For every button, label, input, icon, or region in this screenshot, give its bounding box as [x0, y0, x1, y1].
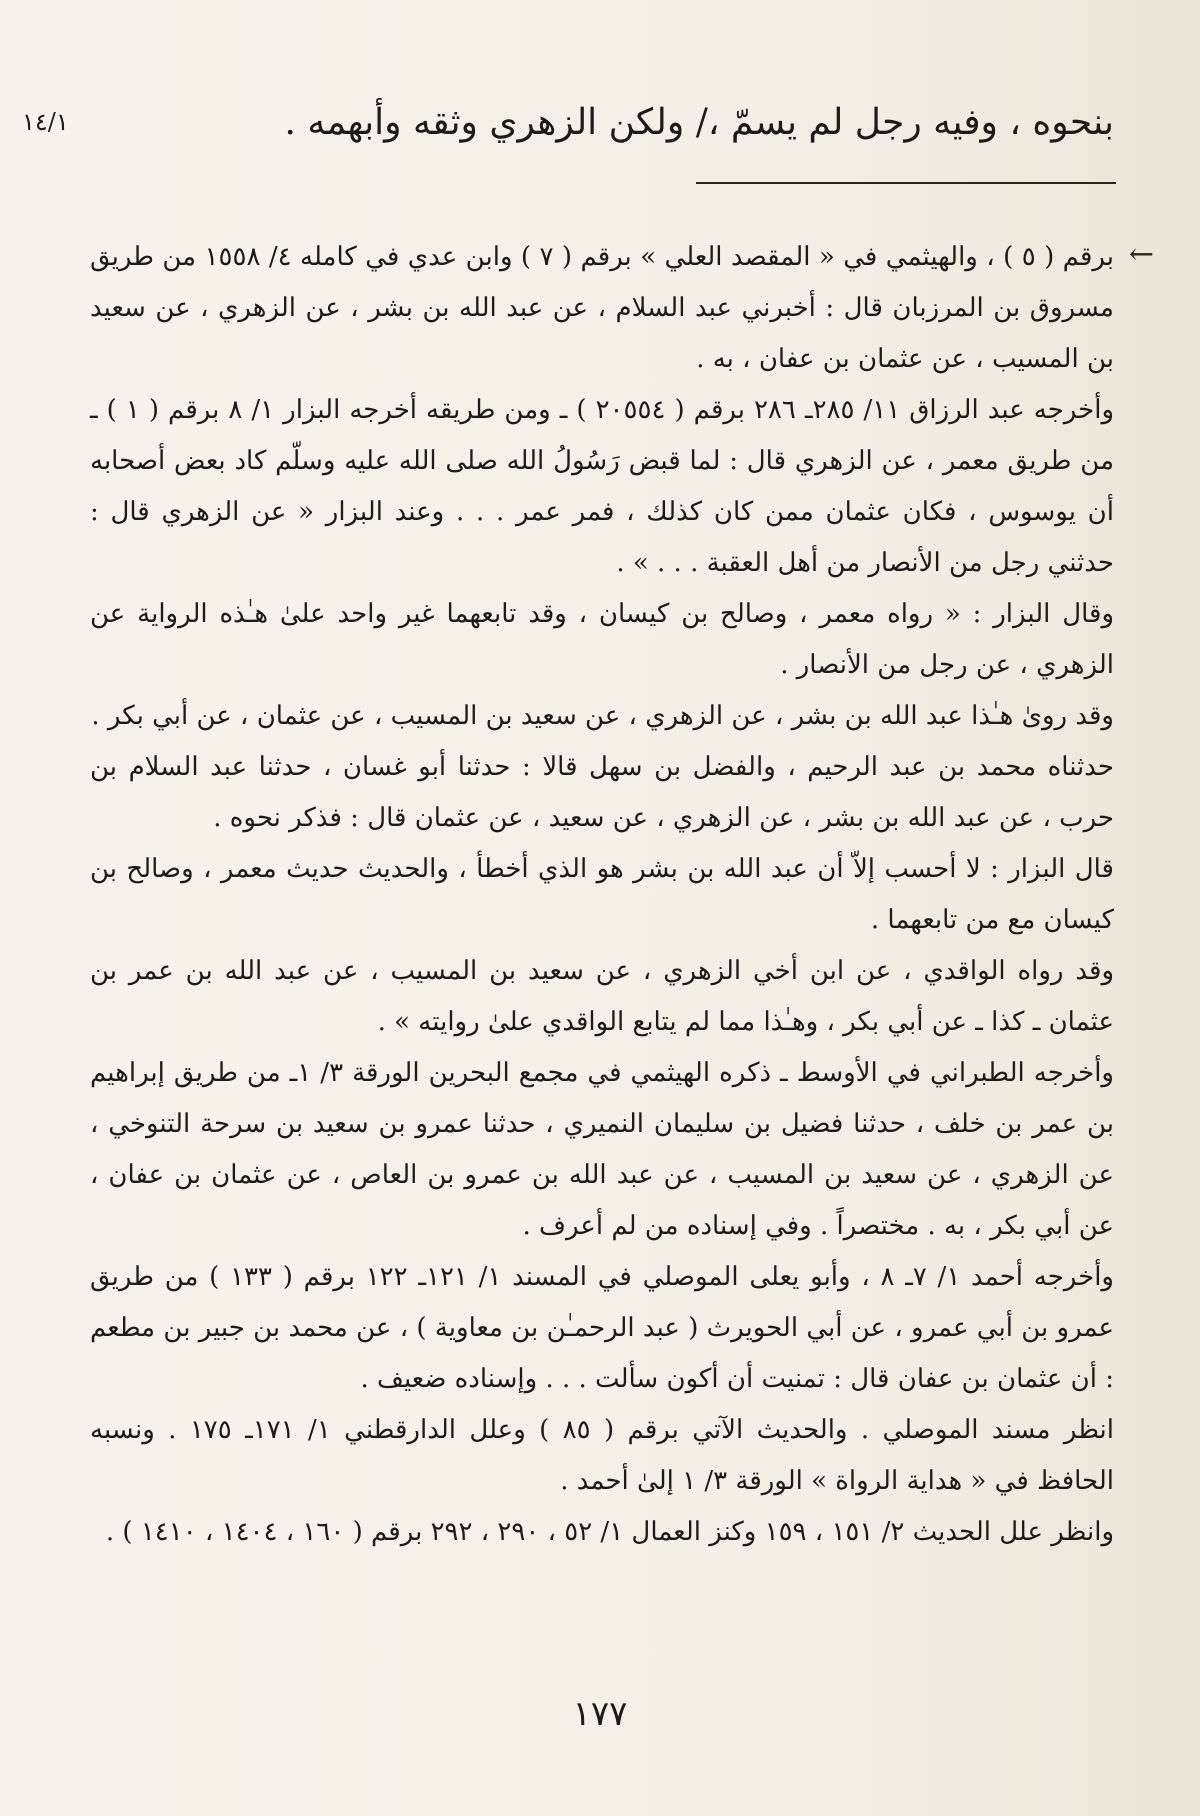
footnote-paragraph: وأخرجه أحمد ١/ ٧ـ ٨ ، وأبو يعلى الموصلي في المسند ١/ ١٢١ـ ١٢٢ برقم ( ١٣٣ ) من طريق عمرو بن أبي عمرو ، عن أبي الحويرث ( عبد الرحمـٰن بن معاوية ) ، عن محمد بن جبير بن مطعم : أن عثمان بن عفان قال : تمنيت أن أكون سألت . . . وإسناده ضعيف . — [90, 1262, 1114, 1394]
footnote-paragraph: وانظر علل الحديث ٢/ ١٥١ ، ١٥٩ وكنز العمال ١/ ٥٢ ، ٢٩٠ ، ٢٩٢ برقم ( ١٦٠ ، ١٤٠٤ ، ١٤١٠ ) . — [105, 1517, 1114, 1547]
footnote-separator-rule — [696, 182, 1116, 184]
footnotes-block — [90, 232, 1114, 1558]
main-text-line: بنحوه ، وفيه رجل لم يسمّ ،/ ولكن الزهري وثقه وأبهمه . — [284, 102, 1114, 143]
footnote-paragraph: وأخرجه الطبراني في الأوسط ـ ذكره الهيثمي في مجمع البحرين الورقة ٣/ ١ـ من طريق إبراهيم بن عمر بن خلف ، حدثنا فضيل بن سليمان النميري ، حدثنا عمرو بن سعيد بن سرحة التنوخي ، عن الزهري ، عن سعيد بن المسيب ، عن عبد الله بن عمرو بن العاص ، عن عثمان بن عفان ، عن أبي بكر ، به . مختصراً . وفي إسناده من لم أعرف . — [90, 1058, 1114, 1241]
footnote-paragraph: وأخرجه عبد الرزاق ١١/ ٢٨٥ـ ٢٨٦ برقم ( ٢٠٥٥٤ ) ـ ومن طريقه أخرجه البزار ١/ ٨ برقم ( ١ ) ـ من طريق معمر ، عن الزهري قال : لما قبض رَسُولُ الله صلى الله عليه وسلّم كاد بعض أصحابه أن يوسوس ، فكان عثمان ممن كان كذلك ، فمر عمر . . . وعند البزار « عن الزهري قال : حدثني رجل من الأنصار من أهل العقبة . . . » . — [90, 395, 1114, 578]
page-number: ١٧٧ — [572, 1694, 628, 1734]
footnote-paragraph: وقد رواه الواقدي ، عن ابن أخي الزهري ، عن سعيد بن المسيب ، عن عبد الله بن عمر بن عثمان ـ كذا ـ عن أبي بكر ، وهـٰذا مما لم يتابع الواقدي علىٰ روايته » . — [90, 956, 1115, 1037]
footnote-paragraph: وقال البزار : « رواه معمر ، وصالح بن كيسان ، وقد تابعهما غير واحد علىٰ هـٰذه الرواية عن الزهري ، عن رجل من الأنصار . — [90, 599, 1114, 680]
footnote-paragraph: قال البزار : لا أحسب إلاّ أن عبد الله بن بشر هو الذي أخطأ ، والحديث حديث معمر ، وصالح بن كيسان مع من تابعهما . — [90, 854, 1114, 935]
continuation-arrow-icon: ← — [1128, 237, 1154, 272]
footnote-paragraph: حدثناه محمد بن عبد الرحيم ، والفضل بن سهل قالا : حدثنا أبو غسان ، حدثنا عبد السلام بن حرب ، عن عبد الله بن بشر ، عن الزهري ، عن سعيد ، عن عثمان قال : فذكر نحوه . — [90, 752, 1114, 833]
footnote-paragraph: انظر مسند الموصلي . والحديث الآتي برقم ( ٨٥ ) وعلل الدارقطني ١/ ١٧١ـ ١٧٥ . ونسبه الحافظ في « هداية الرواة » الورقة ٣/ ١ إلىٰ أحمد . — [90, 1415, 1114, 1496]
margin-reference: ١٤/١ — [22, 108, 69, 136]
footnote-paragraph: وقد روىٰ هـٰذا عبد الله بن بشر ، عن الزهري ، عن سعيد بن المسيب ، عن عثمان ، عن أبي بكر . — [91, 701, 1114, 731]
footnote-paragraph: برقم ( ٥ ) ، والهيثمي في « المقصد العلي » برقم ( ٧ ) وابن عدي في كامله ٤/ ١٥٥٨ من طريق مسروق بن المرزبان قال : أخبرني عبد السلام ، عن عبد الله بن بشر ، عن الزهري ، عن سعيد بن المسيب ، عن عثمان بن عفان ، به . — [90, 242, 1114, 374]
